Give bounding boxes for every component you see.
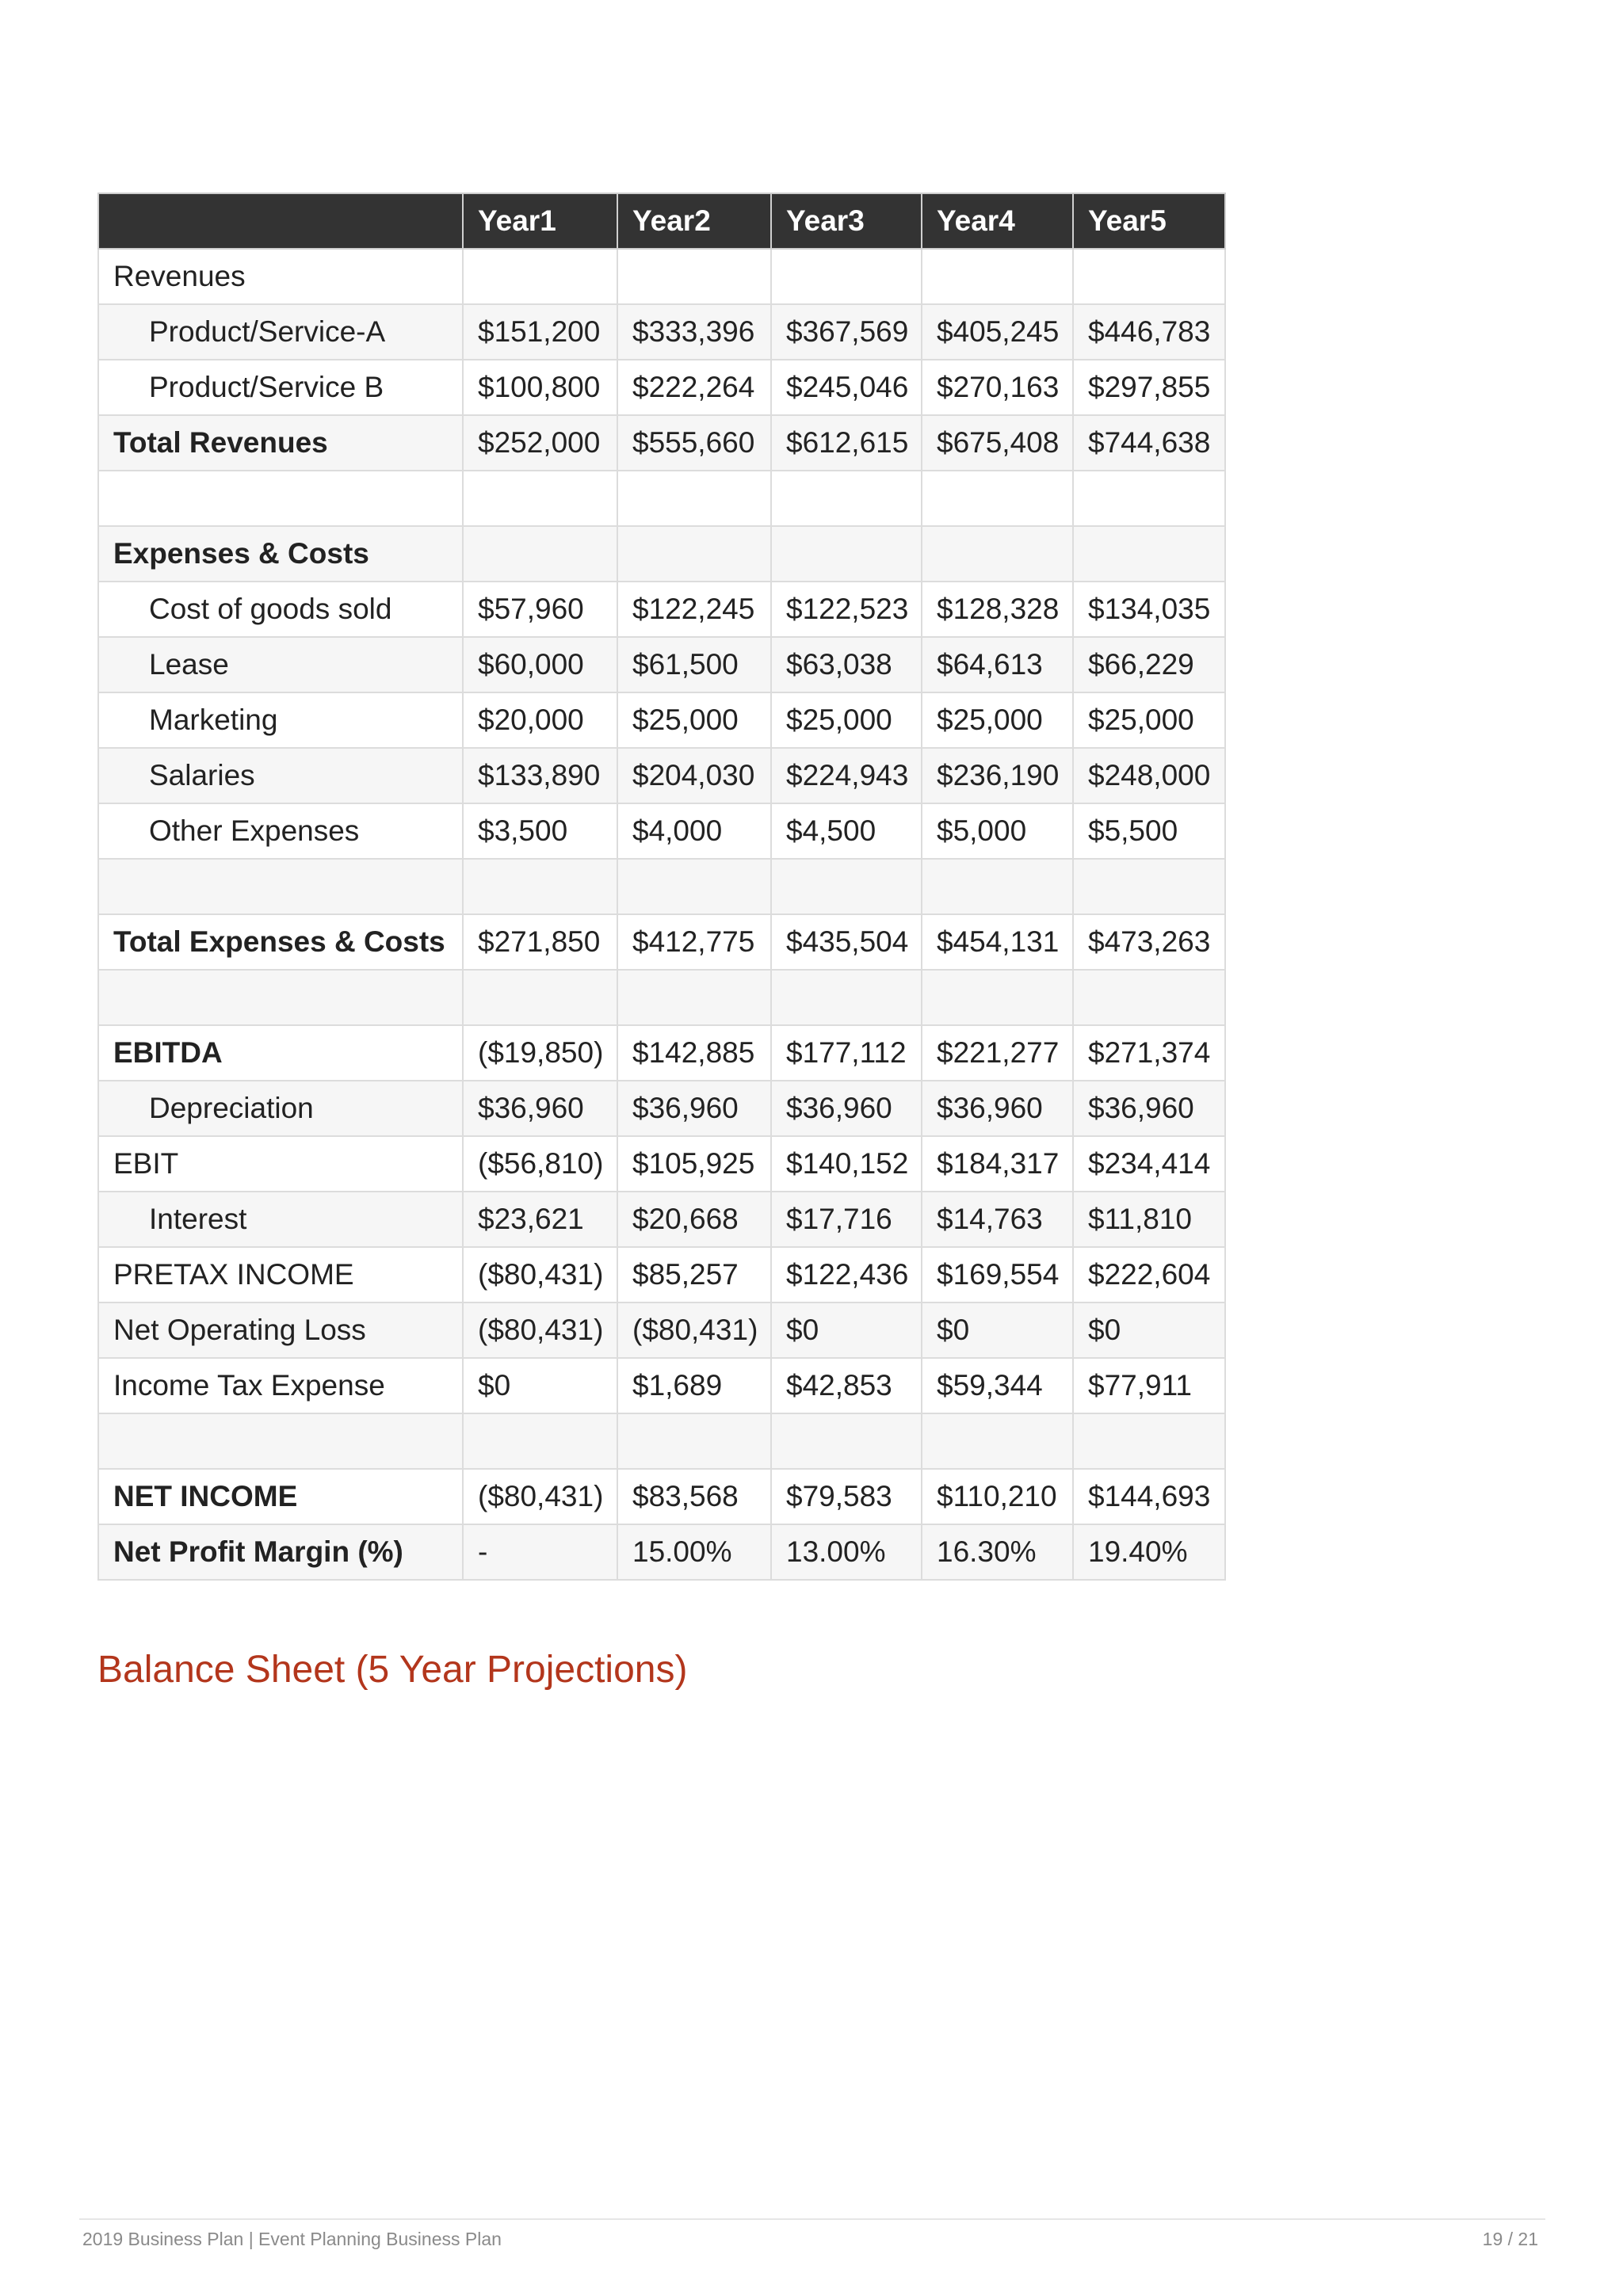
footer-page-number: 19 / 21 (1482, 2229, 1538, 2249)
value-cell-year2: $105,925 (617, 1136, 771, 1192)
value-cell-year3: $245,046 (771, 360, 922, 415)
row-label: Expenses & Costs (98, 526, 463, 582)
value-cell-year5 (1073, 859, 1225, 914)
value-cell-year3: $42,853 (771, 1358, 922, 1413)
table-row (98, 582, 1225, 637)
value-cell-year5 (1073, 471, 1225, 526)
row-label: Product/Service B (98, 360, 463, 415)
value-cell-year5: $271,374 (1073, 1025, 1225, 1081)
value-cell-year2: $412,775 (617, 914, 771, 970)
value-cell-year4: $128,328 (922, 582, 1073, 637)
value-cell-year3 (771, 970, 922, 1025)
value-cell-year2: $36,960 (617, 1081, 771, 1136)
footer-divider (79, 2218, 1545, 2220)
row-label (98, 970, 463, 1025)
value-cell-year3 (771, 859, 922, 914)
value-cell-year2: $122,245 (617, 582, 771, 637)
row-label: EBIT (98, 1136, 463, 1192)
table-row (98, 360, 1225, 415)
value-cell-year1: $60,000 (463, 637, 617, 692)
value-cell-year2: ($80,431) (617, 1302, 771, 1358)
value-cell-year3: $0 (771, 1302, 922, 1358)
value-cell-year1: ($80,431) (463, 1469, 617, 1524)
value-cell-year5: $144,693 (1073, 1469, 1225, 1524)
value-cell-year3: $79,583 (771, 1469, 922, 1524)
value-cell-year1: $271,850 (463, 914, 617, 970)
value-cell-year3 (771, 526, 922, 582)
table-row (98, 1358, 1225, 1413)
row-label (98, 471, 463, 526)
table-row (98, 249, 1225, 304)
value-cell-year2 (617, 526, 771, 582)
value-cell-year1: $36,960 (463, 1081, 617, 1136)
value-cell-year4: $64,613 (922, 637, 1073, 692)
value-cell-year4: $236,190 (922, 748, 1073, 803)
value-cell-year3 (771, 249, 922, 304)
table-row (98, 1302, 1225, 1358)
value-cell-year4 (922, 249, 1073, 304)
value-cell-year2 (617, 859, 771, 914)
row-label: Salaries (98, 748, 463, 803)
value-cell-year4: $169,554 (922, 1247, 1073, 1302)
value-cell-year1: $133,890 (463, 748, 617, 803)
value-cell-year2: $61,500 (617, 637, 771, 692)
value-cell-year1: $252,000 (463, 415, 617, 471)
table-row (98, 415, 1225, 471)
value-cell-year3: $25,000 (771, 692, 922, 748)
row-label: Interest (98, 1192, 463, 1247)
value-cell-year3: $177,112 (771, 1025, 922, 1081)
value-cell-year5: $11,810 (1073, 1192, 1225, 1247)
row-label: Lease (98, 637, 463, 692)
value-cell-year1 (463, 471, 617, 526)
value-cell-year3: $122,523 (771, 582, 922, 637)
value-cell-year2 (617, 1413, 771, 1469)
table-row (98, 692, 1225, 748)
value-cell-year3: $224,943 (771, 748, 922, 803)
row-label (98, 1413, 463, 1469)
value-cell-year5 (1073, 970, 1225, 1025)
value-cell-year3: $122,436 (771, 1247, 922, 1302)
section-title: Balance Sheet (5 Year Projections) (97, 1649, 688, 1691)
value-cell-year5 (1073, 249, 1225, 304)
row-label: Marketing (98, 692, 463, 748)
value-cell-year5: $744,638 (1073, 415, 1225, 471)
row-label: Other Expenses (98, 803, 463, 859)
value-cell-year2 (617, 970, 771, 1025)
row-label (98, 859, 463, 914)
value-cell-year2 (617, 471, 771, 526)
value-cell-year5 (1073, 526, 1225, 582)
value-cell-year2: $25,000 (617, 692, 771, 748)
value-cell-year4: $110,210 (922, 1469, 1073, 1524)
value-cell-year2: $85,257 (617, 1247, 771, 1302)
value-cell-year1: ($80,431) (463, 1247, 617, 1302)
table-row (98, 1413, 1225, 1469)
value-cell-year1 (463, 249, 617, 304)
table-row (98, 1524, 1225, 1580)
value-cell-year3: $36,960 (771, 1081, 922, 1136)
value-cell-year2: $333,396 (617, 304, 771, 360)
table-row (98, 1469, 1225, 1524)
table-row (98, 1136, 1225, 1192)
table-row (98, 471, 1225, 526)
value-cell-year5 (1073, 1413, 1225, 1469)
value-cell-year4: 16.30% (922, 1524, 1073, 1580)
row-label: Income Tax Expense (98, 1358, 463, 1413)
value-cell-year4: $184,317 (922, 1136, 1073, 1192)
table-row (98, 1247, 1225, 1302)
value-cell-year1: $23,621 (463, 1192, 617, 1247)
value-cell-year3: $17,716 (771, 1192, 922, 1247)
value-cell-year5: $297,855 (1073, 360, 1225, 415)
value-cell-year3: $612,615 (771, 415, 922, 471)
row-label: Product/Service-A (98, 304, 463, 360)
value-cell-year5: $0 (1073, 1302, 1225, 1358)
value-cell-year1 (463, 859, 617, 914)
value-cell-year4: $25,000 (922, 692, 1073, 748)
value-cell-year4 (922, 1413, 1073, 1469)
value-cell-year1: $151,200 (463, 304, 617, 360)
footer-document-title: 2019 Business Plan | Event Planning Business Plan (82, 2229, 502, 2249)
value-cell-year2: $4,000 (617, 803, 771, 859)
value-cell-year4: $5,000 (922, 803, 1073, 859)
value-cell-year5: $234,414 (1073, 1136, 1225, 1192)
value-cell-year5: $473,263 (1073, 914, 1225, 970)
table-row (98, 526, 1225, 582)
table-row (98, 970, 1225, 1025)
row-label: Total Revenues (98, 415, 463, 471)
value-cell-year4 (922, 471, 1073, 526)
header-cell-year1: Year1 (463, 193, 617, 249)
value-cell-year4 (922, 859, 1073, 914)
value-cell-year4: $0 (922, 1302, 1073, 1358)
row-label: Net Operating Loss (98, 1302, 463, 1358)
value-cell-year5: $5,500 (1073, 803, 1225, 859)
value-cell-year5: $25,000 (1073, 692, 1225, 748)
value-cell-year1: $3,500 (463, 803, 617, 859)
header-cell-year2: Year2 (617, 193, 771, 249)
value-cell-year5: $66,229 (1073, 637, 1225, 692)
value-cell-year2: $83,568 (617, 1469, 771, 1524)
value-cell-year4: $221,277 (922, 1025, 1073, 1081)
value-cell-year4: $675,408 (922, 415, 1073, 471)
table-row (98, 304, 1225, 360)
header-cell-year5: Year5 (1073, 193, 1225, 249)
value-cell-year4: $454,131 (922, 914, 1073, 970)
value-cell-year5: $222,604 (1073, 1247, 1225, 1302)
value-cell-year2: 15.00% (617, 1524, 771, 1580)
value-cell-year3: $140,152 (771, 1136, 922, 1192)
table-row (98, 1081, 1225, 1136)
value-cell-year4: $59,344 (922, 1358, 1073, 1413)
value-cell-year1: ($80,431) (463, 1302, 617, 1358)
value-cell-year1: $20,000 (463, 692, 617, 748)
value-cell-year3: $435,504 (771, 914, 922, 970)
value-cell-year3 (771, 1413, 922, 1469)
table-row (98, 748, 1225, 803)
value-cell-year3 (771, 471, 922, 526)
row-label: NET INCOME (98, 1469, 463, 1524)
value-cell-year2: $204,030 (617, 748, 771, 803)
table-row (98, 859, 1225, 914)
value-cell-year2: $20,668 (617, 1192, 771, 1247)
table-row (98, 1192, 1225, 1247)
value-cell-year3: $63,038 (771, 637, 922, 692)
value-cell-year2 (617, 249, 771, 304)
value-cell-year1: ($56,810) (463, 1136, 617, 1192)
value-cell-year5: $36,960 (1073, 1081, 1225, 1136)
row-label: Revenues (98, 249, 463, 304)
value-cell-year4 (922, 970, 1073, 1025)
value-cell-year5: $248,000 (1073, 748, 1225, 803)
value-cell-year3: $367,569 (771, 304, 922, 360)
table-header-row (98, 193, 1225, 249)
table-row (98, 637, 1225, 692)
value-cell-year2: $1,689 (617, 1358, 771, 1413)
row-label: Net Profit Margin (%) (98, 1524, 463, 1580)
value-cell-year1: $0 (463, 1358, 617, 1413)
table-row (98, 914, 1225, 970)
value-cell-year1 (463, 1413, 617, 1469)
value-cell-year5: $446,783 (1073, 304, 1225, 360)
header-cell-label (98, 193, 463, 249)
value-cell-year4: $14,763 (922, 1192, 1073, 1247)
row-label: Cost of goods sold (98, 582, 463, 637)
header-cell-year3: Year3 (771, 193, 922, 249)
value-cell-year5: $77,911 (1073, 1358, 1225, 1413)
financial-projection-table (97, 193, 1226, 1581)
table-row (98, 803, 1225, 859)
value-cell-year1: $57,960 (463, 582, 617, 637)
value-cell-year4: $270,163 (922, 360, 1073, 415)
row-label: Depreciation (98, 1081, 463, 1136)
row-label: Total Expenses & Costs (98, 914, 463, 970)
value-cell-year4: $405,245 (922, 304, 1073, 360)
value-cell-year1 (463, 526, 617, 582)
row-label: PRETAX INCOME (98, 1247, 463, 1302)
value-cell-year1: ($19,850) (463, 1025, 617, 1081)
value-cell-year4 (922, 526, 1073, 582)
value-cell-year4: $36,960 (922, 1081, 1073, 1136)
value-cell-year5: $134,035 (1073, 582, 1225, 637)
value-cell-year2: $555,660 (617, 415, 771, 471)
value-cell-year2: $142,885 (617, 1025, 771, 1081)
header-cell-year4: Year4 (922, 193, 1073, 249)
value-cell-year1 (463, 970, 617, 1025)
value-cell-year2: $222,264 (617, 360, 771, 415)
value-cell-year1: - (463, 1524, 617, 1580)
value-cell-year3: $4,500 (771, 803, 922, 859)
value-cell-year5: 19.40% (1073, 1524, 1225, 1580)
value-cell-year3: 13.00% (771, 1524, 922, 1580)
table-row (98, 1025, 1225, 1081)
value-cell-year1: $100,800 (463, 360, 617, 415)
row-label: EBITDA (98, 1025, 463, 1081)
